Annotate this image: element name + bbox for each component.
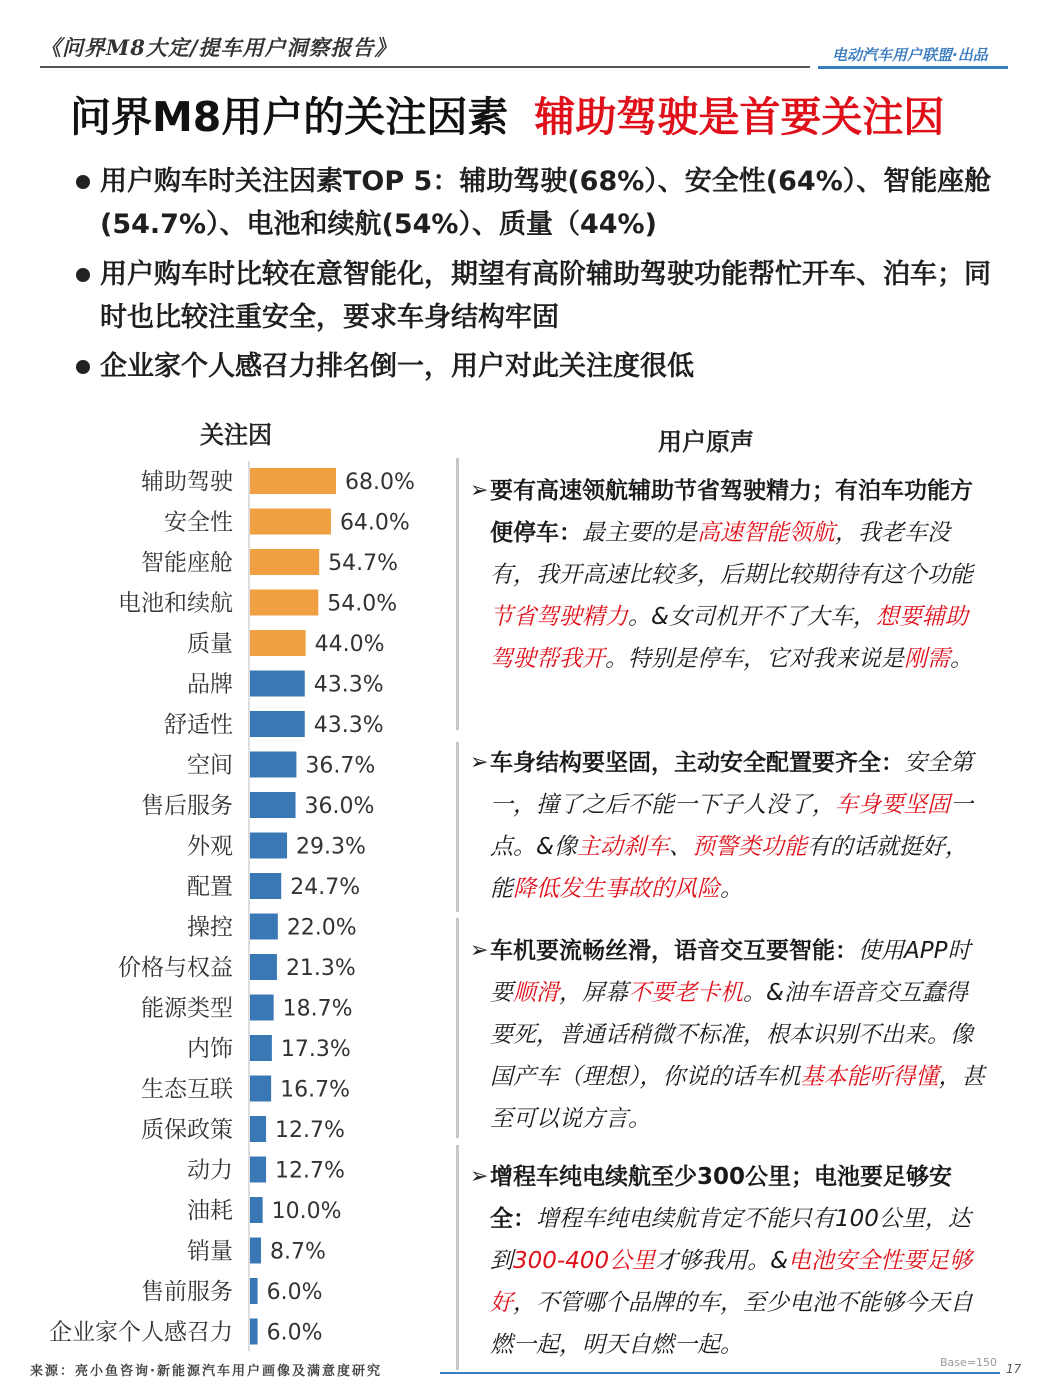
category-label: 品牌 [187,671,233,698]
quote-heading: 车机要流畅丝滑，语音交互要智能： [490,938,858,964]
quote-highlight: 主动刹车 [576,834,669,860]
category-label: 生态互联 [141,1076,233,1103]
divider [456,918,459,1138]
category-label: 质保政策 [141,1117,233,1143]
quote-highlight: 不要老卡机 [628,980,743,1006]
bar [250,1116,266,1142]
quote-item [470,930,990,1140]
quote-text: 。&女司机开不了大车， [628,604,876,630]
category-label: 质量 [187,631,233,657]
quote-text: 使用APP时要 [490,938,971,1006]
quote-highlight: 想要辅助驾驶帮我开 [490,604,968,672]
quote-text: 最主要的是 [582,520,697,546]
bar [250,873,281,899]
quote-text: 。特别是停车，它对我来说是 [605,646,904,672]
divider [456,458,459,730]
bullet-dot-icon [76,268,90,282]
value-label: 18.7% [282,996,353,1022]
divider [456,742,459,912]
bar [250,1035,272,1061]
bar [250,1197,263,1223]
quotes-title: 用户原声 [658,428,754,456]
bullet-dot-icon [76,360,90,374]
quote-item [470,742,990,910]
quote-highlight: 节省驾驶精力 [490,604,628,630]
arrow-bullet-icon: ➢ [470,750,489,775]
bar [250,792,296,818]
quote-text: 增程车纯电续航肯定不能只有100公里，达到 [490,1206,971,1274]
bar [250,752,296,778]
quote-text: ，甚至可以说方言。 [490,1064,985,1132]
quote-item [470,470,990,680]
category-label: 销量 [187,1238,233,1265]
quote-highlight: 刚需 [904,646,950,672]
category-label: 能源类型 [141,995,233,1022]
quote-text: 才够我用。& [655,1248,789,1274]
value-label: 64.0% [339,510,410,536]
footer-divider [440,1372,1000,1374]
value-label: 24.7% [290,875,361,900]
bar-chart [0,455,450,1355]
value-label: 6.0% [266,1280,323,1305]
bar [250,630,306,656]
quote-heading: 增程车纯电续航至少300公里；电池要足够安全： [490,1164,953,1232]
bullet-item [76,253,996,339]
quote-highlight: 300-400公里 [513,1248,656,1274]
category-label: 油耗 [187,1198,233,1224]
value-label: 10.0% [271,1199,342,1224]
divider [456,1145,459,1370]
quote-body [490,1156,990,1366]
value-label: 54.0% [327,591,398,617]
arrow-bullet-icon: ➢ [470,1164,489,1189]
category-label: 智能座舱 [141,550,233,576]
bullet-text: 用户购车时关注因素TOP 5：辅助驾驶(68%）、安全性(64%）、智能座舱(54.7%）、电池和续航(54%）、质量（44%) [100,166,992,240]
category-label: 外观 [187,833,233,860]
quote-text: 。&油车语音交互蠢得要死，普通话稍微不标准，根本识别不出来。像国产车（理想），你说的话车机 [490,980,973,1090]
quote-heading: 车身结构要坚固，主动安全配置要齐全： [490,750,904,776]
bar [250,954,277,980]
arrow-bullet-icon: ➢ [470,938,489,963]
value-label: 68.0% [345,470,415,495]
value-label: 54.7% [328,551,399,576]
quote-text: 安全第一，撞了之后不能一下子人没了， [490,750,973,818]
quote-highlight: 降低发生事故的风险 [513,876,720,902]
quote-text: ，屏幕 [559,980,628,1006]
brand-label: 电动汽车用户联盟·出品 [832,46,988,64]
bullet-text: 企业家个人感召力排名倒一，用户对此关注度很低 [100,351,694,382]
value-label: 12.7% [275,1158,345,1184]
bar [250,509,331,535]
quote-text: ，不管哪个品牌的车，至少电池不能够今天自燃一起，明天自燃一起。 [490,1290,973,1358]
quote-text: 。 [720,876,743,902]
bullet-dot-icon [76,175,90,189]
quote-highlight: 电池安全性要足够好 [490,1248,973,1316]
bar [250,1238,261,1264]
value-label: 6.0% [266,1320,323,1346]
value-label: 29.3% [296,834,366,860]
value-label: 36.7% [305,753,376,779]
value-label: 8.7% [270,1239,326,1265]
value-label: 12.7% [275,1118,345,1143]
category-label: 安全性 [164,509,233,536]
category-label: 售前服务 [141,1279,233,1305]
value-label: 36.0% [304,794,375,819]
arrow-bullet-icon: ➢ [470,478,489,503]
category-label: 价格与权益 [118,955,233,981]
quote-highlight: 基本能听得懂 [800,1064,939,1090]
quote-body [490,470,990,680]
quote-highlight: 车身要坚固 [835,792,950,818]
value-label: 21.3% [285,956,356,981]
category-label: 配置 [187,874,233,900]
page-number: 17 [1006,1362,1022,1376]
bar [250,590,318,616]
bar [250,1157,266,1183]
quote-body [490,742,990,910]
bar [250,914,278,940]
bar [250,833,287,859]
value-label: 44.0% [314,632,385,657]
quote-text: 、 [668,834,692,860]
value-label: 43.3% [313,672,384,698]
bullet-text: 用户购车时比较在意智能化，期望有高阶辅助驾驶功能帮忙开车、泊车；同时也比较注重安全，要求车身结构牢固 [100,259,991,333]
quote-text: 一点。&像 [490,792,973,860]
bar [250,1319,258,1345]
source-note: 来源：亮小鱼咨询·新能源汽车用户画像及满意度研究 [30,1364,382,1379]
value-label: 22.0% [286,915,357,941]
page-title-highlight: 辅助驾驶是首要关注因 [534,93,945,141]
category-label: 舒适性 [164,712,233,738]
category-label: 动力 [187,1157,233,1184]
bar [250,1278,258,1304]
chart-title: 关注因 [200,421,272,449]
bar [250,671,305,697]
quote-text: ，我老车没有，我开高速比较多，后期比较期待有这个功能 [490,520,973,588]
quote-text: 有的话就挺好，能 [490,834,968,902]
value-label: 17.3% [280,1037,351,1062]
quote-highlight: 顺滑 [513,980,559,1006]
bullet-item [76,160,996,246]
bar [250,995,274,1021]
value-label: 16.7% [280,1077,351,1103]
page-title-main: 问界M8用户的关注因素 [70,93,509,141]
quote-body [490,930,990,1140]
category-label: 空间 [187,752,233,779]
quote-heading: 要有高速领航辅助节省驾驶精力；有泊车功能方便停车： [490,478,973,546]
header-accent-line [818,66,1008,69]
category-label: 内饰 [187,1036,233,1062]
category-label: 企业家个人感召力 [49,1319,233,1346]
bullet-item [76,345,996,388]
header-divider [40,66,810,68]
category-label: 售后服务 [141,793,233,819]
quote-item [470,1156,990,1366]
quote-highlight: 高速智能领航 [697,520,835,546]
value-label: 43.3% [313,713,384,738]
page-title [70,84,944,143]
bar [250,711,305,737]
quote-highlight: 预警类功能 [691,834,807,860]
category-label: 操控 [187,914,233,941]
quote-text: 。 [950,646,973,672]
bar [250,549,319,575]
report-title: 《问界M8大定/提车用户洞察报告》 [40,35,397,60]
bar [250,468,336,494]
bar [250,1076,271,1102]
category-label: 电池和续航 [118,590,233,617]
base-note: Base=150 [940,1356,997,1369]
category-label: 辅助驾驶 [141,469,233,495]
